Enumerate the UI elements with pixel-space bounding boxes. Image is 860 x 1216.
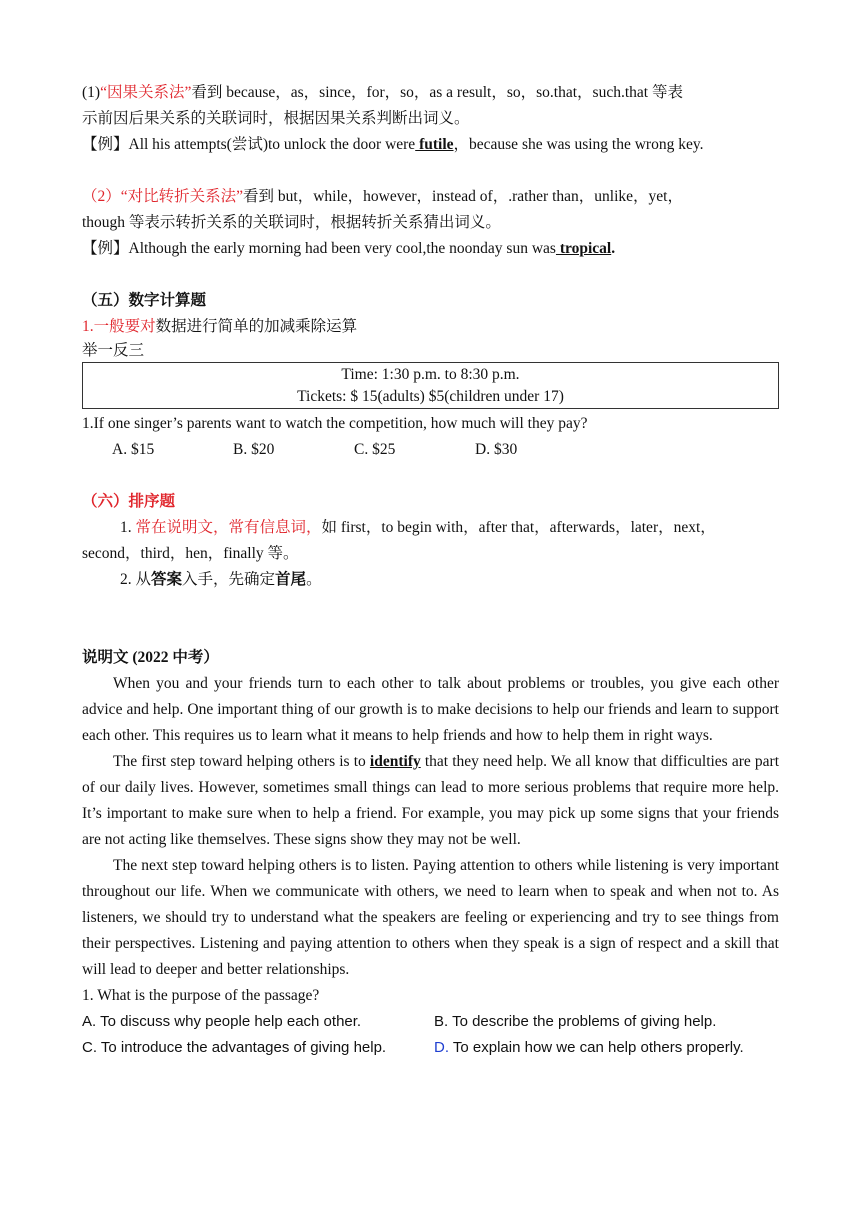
- example-text-end: ，because she was using the wrong key.: [453, 136, 704, 153]
- passage-option-d: [434, 1035, 779, 1061]
- rule-text: 看到 but，while，however，instead of，.rather than，unlike，yet，: [243, 188, 683, 205]
- option-text: To introduce the advantages of giving help.: [97, 1039, 387, 1056]
- example-text: 【例】Although the early morning had been very cool,the noonday sun was: [82, 240, 556, 257]
- info-box-tickets: Tickets: $ 15(adults) $5(children under 17): [297, 388, 564, 405]
- option-letter: A.: [82, 1013, 97, 1030]
- rule-number: （2）: [82, 188, 121, 205]
- question-text: 1.If one singer’s parents want to watch the competition, how much will they pay?: [82, 415, 588, 432]
- info-box-time: Time: 1:30 p.m. to 8:30 p.m.: [341, 366, 520, 383]
- passage-option-b: [434, 1009, 779, 1035]
- rule-cause-effect-line1: [82, 80, 779, 106]
- example-text-end: .: [611, 240, 616, 257]
- passage-question: 1. What is the purpose of the passage?: [82, 987, 320, 1004]
- ordering-tip-2: [82, 567, 779, 593]
- answer-options: [82, 437, 779, 463]
- section-heading-calculation: （五）数字计算题: [82, 292, 207, 309]
- example-text: 【例】All his attempts(尝试)to unlock the door were: [82, 136, 416, 153]
- rule-cause-effect-line2: 示前因后果关系的关联词时，根据因果关系判断出词义。: [82, 110, 470, 127]
- rule-title: “因果关系法”: [100, 84, 192, 101]
- practice-label: 举一反三: [82, 342, 145, 359]
- tip-bold: 答案: [151, 571, 183, 588]
- option-b: B. $20: [233, 441, 275, 458]
- option-text: To explain how we can help others properly.: [449, 1039, 744, 1056]
- document-page: [82, 80, 779, 1061]
- passage-option-c: [82, 1035, 434, 1061]
- option-a: A. $15: [112, 441, 155, 458]
- rule-text: 看到 because，as，since，for，so，as a result，so，so.that，such.that 等表: [191, 84, 683, 101]
- paragraph-text: that they need help. We all know that difficulties are part of our daily lives. However, sometimes small things can lead to more serious problems that require more help. It’s important to make sure when to help a friend. For example, you may pick up some signs that your friends are not acting like themselves. These signs show they may not be well.: [82, 753, 780, 848]
- passage-option-a: [82, 1009, 434, 1035]
- passage-options: [82, 1009, 779, 1061]
- rule-title: “对比转折关系法”: [120, 188, 244, 205]
- example-keyword: tropical: [555, 240, 612, 257]
- rule-contrast-line1: [82, 184, 779, 210]
- tip-text: 。: [306, 571, 322, 588]
- calculation-point-text: 数据进行简单的加减乘除运算: [155, 318, 358, 335]
- ordering-tip-1-line2: second，third，hen，finally 等。: [82, 545, 299, 562]
- tip-highlight: 常在说明文，常有信息词，: [135, 519, 322, 536]
- passage-paragraph-3: The next step toward helping others is to listen. Paying attention to others while listening is very important throughout our life. When we communicate with others, we need to learn when to speak and when not to. As listeners, we should try to understand what the speakers are feeling or experiencing and try to see things from their perspectives. Listening and paying attention to others when they speak is a sign of respect and a skill that will lead to deeper and better relationships.: [82, 857, 779, 978]
- ordering-tip-1: [82, 515, 779, 541]
- tip-bold: 首尾: [275, 571, 307, 588]
- calculation-point-highlight: 1.一般要对: [82, 318, 156, 335]
- passage-heading: 说明文 (2022 中考）: [82, 649, 219, 666]
- tip-number: 1.: [120, 519, 136, 536]
- rule-number: (1): [82, 84, 101, 101]
- rule-contrast-line2: though 等表示转折关系的关联词时，根据转折关系猜出词义。: [82, 214, 501, 231]
- option-text: To describe the problems of giving help.: [448, 1013, 717, 1030]
- section-heading-ordering: （六）排序题: [82, 493, 176, 510]
- option-c: C. $25: [354, 441, 396, 458]
- paragraph-text: The first step toward helping others is to: [113, 753, 370, 770]
- tip-text: 如 first，to begin with，after that，afterwards，later，next，: [321, 519, 716, 536]
- passage-keyword: identify: [369, 753, 421, 770]
- option-letter: C.: [82, 1039, 97, 1056]
- example-cause-effect: [82, 132, 779, 158]
- passage-paragraph-1: When you and your friends turn to each other to talk about problems or troubles, you give each other advice and help. One important thing of our growth is to make decisions to help our friends and learn to support each other. This requires us to learn what it means to help friends and how to help them in right ways.: [82, 675, 779, 744]
- calculation-point: [82, 314, 779, 340]
- option-d: D. $30: [475, 441, 518, 458]
- tip-text: 2. 从: [120, 571, 152, 588]
- option-letter-answer: D.: [434, 1039, 449, 1056]
- example-contrast: [82, 236, 779, 262]
- passage-paragraph-2: [82, 749, 779, 853]
- tip-text: 入手，先确定: [182, 571, 276, 588]
- info-box: [82, 362, 779, 409]
- example-keyword: futile: [415, 136, 454, 153]
- option-letter: B.: [434, 1013, 449, 1030]
- option-text: To discuss why people help each other.: [96, 1013, 362, 1030]
